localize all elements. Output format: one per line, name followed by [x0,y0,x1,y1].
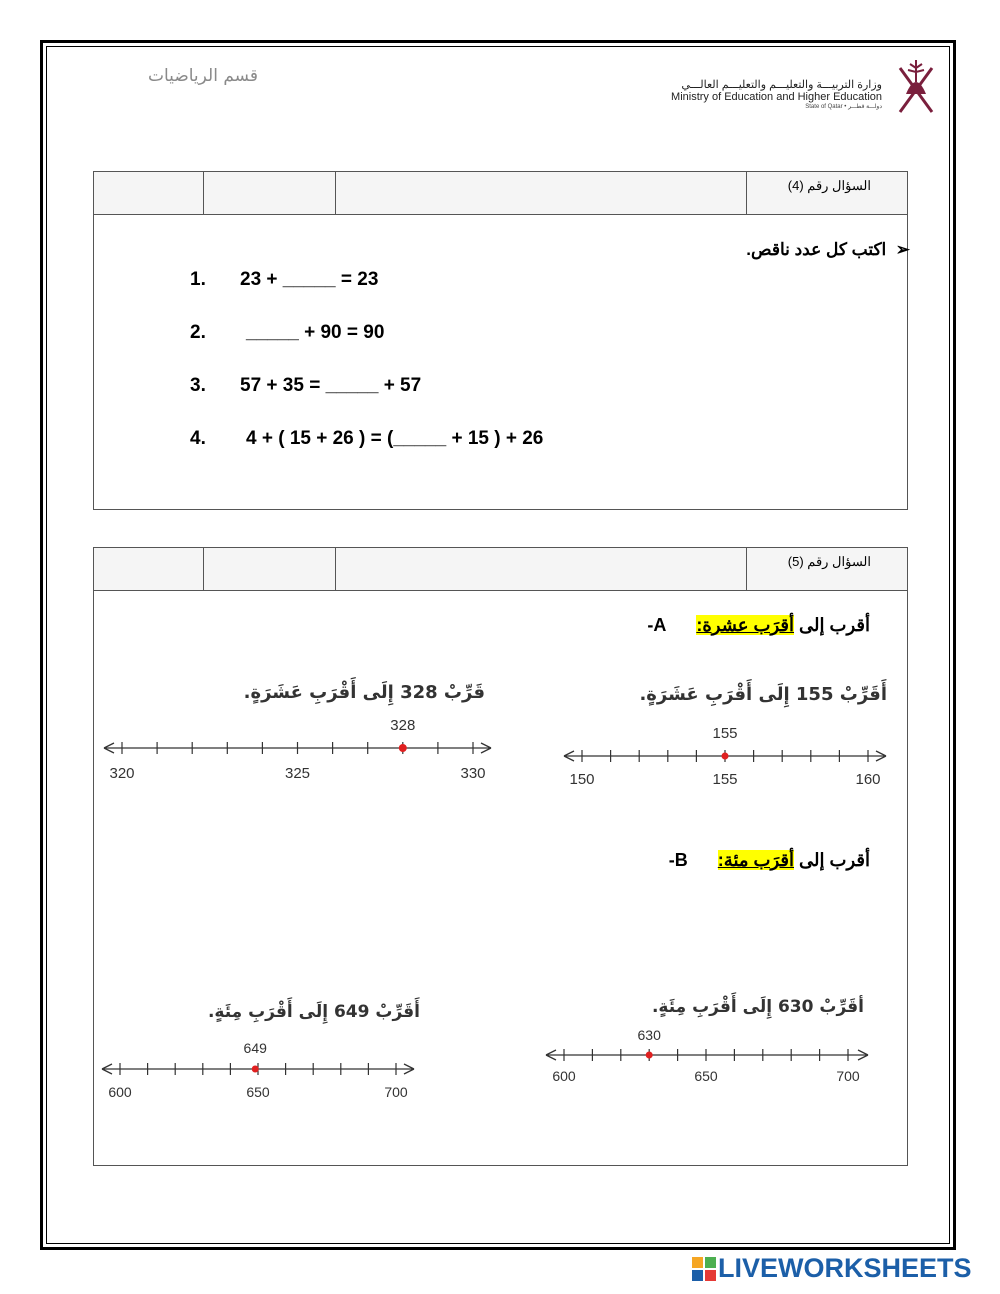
tick-label: 330 [460,765,486,782]
equation-number: 2. [190,322,206,343]
marker-label: 630 [637,1027,661,1043]
question-4-header [94,172,907,215]
tick-label: 700 [836,1068,860,1084]
liveworksheets-brand[interactable]: LIVEWORKSHEETS [718,1253,972,1283]
number-line-title-155: أَقَرِّبْ 155 إِلَى أَقْرَبِ عَشَرَةٍ. [639,684,887,705]
marker-point [399,744,407,752]
number-line-649 [98,1038,418,1106]
ministry-name-en: Ministry of Education and Higher Education [671,91,882,103]
score-cell [204,548,336,590]
arrow-bullet-icon: ➢ [895,240,910,259]
equation-number: 4. [190,428,206,449]
qatar-emblem-icon [892,58,940,118]
part-b-letter: B- [668,850,688,870]
tick-label: 650 [246,1084,270,1100]
score-cell [204,172,336,214]
question-5-label: السؤال رقم (5) [787,554,871,569]
part-a-letter: A- [647,615,667,635]
state-name: State of Qatar • دولـــة قطـــر [805,104,882,110]
score-cell [336,172,747,214]
tick-label: 155 [712,771,738,788]
equation-2[interactable]: _____ + 90 = 90 [246,322,385,343]
ministry-name-ar: وزارة التربيـــة والتعليـــم والتعليـــم العالـــي [681,79,882,91]
score-cell [94,548,204,590]
number-line-title-649: أَقَرِّبْ 649 إِلَى أَقْرَبِ مِئَةٍ. [207,1002,420,1022]
equation-3[interactable]: 57 + 35 = _____ + 57 [240,375,422,396]
equation-4[interactable]: 4 + ( 15 + 26 ) = (_____ + 15 ) + 26 [246,428,544,449]
part-b-prefix: أقرب إلى [799,850,870,870]
tick-label: 325 [284,765,311,782]
marker-label: 328 [390,717,416,734]
part-a-prefix: أقرب إلى [799,615,870,635]
question-4-label: السؤال رقم (4) [787,178,871,193]
marker-point [646,1052,653,1059]
question-4-box [93,171,908,510]
tick-label: 150 [569,771,595,788]
liveworksheets-logo-icon [692,1257,716,1281]
number-line-155 [560,722,890,794]
question-5-header [94,548,907,591]
equation-1[interactable]: 23 + _____ = 23 [240,269,379,290]
tick-label: 650 [694,1068,718,1084]
number-line-title-328: قَرِّبْ 328 إِلَى أَقْرَبِ عَشَرَةٍ. [243,682,485,703]
score-cell [94,172,204,214]
marker-point [252,1066,259,1073]
score-cell [336,548,747,590]
tick-label: 320 [109,765,135,782]
tick-label: 600 [108,1084,132,1100]
number-line-630 [542,1024,872,1092]
part-b-highlight: أقرَب مئة: [717,850,794,870]
instruction-text: اكتب كل عدد ناقص. [746,240,887,259]
marker-label: 155 [712,725,738,742]
equation-number: 3. [190,375,206,396]
part-a-highlight: أقرَب عشرة: [696,615,794,635]
tick-label: 600 [552,1068,576,1084]
part-a-heading [647,615,870,636]
marker-label: 649 [243,1040,267,1056]
marker-point [722,753,729,760]
number-line-title-630: أقَرِّبْ 630 إِلَى أَقْرَبِ مِئَةٍ. [651,997,864,1017]
tick-label: 700 [384,1084,408,1100]
department-title: قسم الرياضيات [148,66,258,86]
question-4-instruction [746,240,910,260]
ministry-logo-text [671,78,882,110]
tick-label: 160 [855,771,881,788]
number-line-328 [100,712,495,787]
part-b-heading [669,850,870,871]
equation-number: 1. [190,269,206,290]
